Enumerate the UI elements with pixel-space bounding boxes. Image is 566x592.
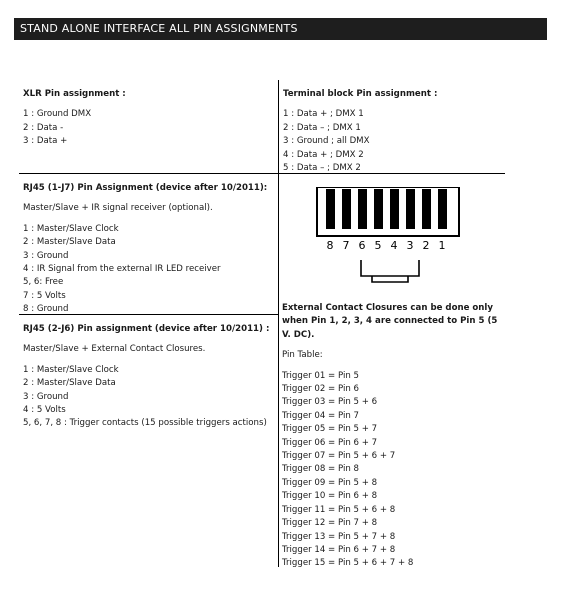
pin-label: 7 [342,239,350,252]
rj45-j6-section [23,323,269,431]
pin-label: 1 [438,239,446,252]
rj45-j7-section [23,182,267,317]
list-item: 1 : Ground DMX [23,109,92,120]
pin-contact [390,189,399,229]
list-item: Trigger 09 = Pin 5 + 8 [282,477,378,488]
list-item: Trigger 04 = Pin 7 [282,410,359,421]
list-item: 2 : Data – ; DMX 1 [283,122,361,133]
rj45-j6-subtitle: Master/Slave + External Contact Closures. [23,344,206,355]
list-item: Trigger 08 = Pin 8 [282,464,359,475]
list-item: 2 : Master/Slave Data [23,237,116,248]
terminal-section [283,88,437,175]
list-item: 3 : Ground ; all DMX [283,136,370,147]
list-item: 1 : Master/Slave Clock [23,364,119,375]
list-item: Trigger 14 = Pin 6 + 7 + 8 [282,544,396,555]
terminal-title: Terminal block Pin assignment : [283,89,438,99]
xlr-title: XLR Pin assignment : [23,89,126,99]
list-item: 4 : Data + ; DMX 2 [283,149,364,160]
column-divider [278,80,279,567]
list-item: 2 : Data - [23,122,64,133]
list-item: 5 : Data – ; DMX 2 [283,163,361,174]
pin-table-label: Pin Table: [282,350,323,361]
connector-latch [372,276,408,282]
contacts-section [282,302,504,571]
pin-contact [358,189,367,229]
contacts-note: External Contact Closures can be done only when Pin 1, 2, 3, 4 are connected to Pin 5 (5 V. DC). [282,303,498,340]
list-item: Trigger 13 = Pin 5 + 7 + 8 [282,531,396,542]
list-item: 5, 6, 7, 8 : Trigger contacts (15 possible triggers actions) [23,418,267,429]
list-item: Trigger 01 = Pin 5 [282,370,359,381]
list-item: Trigger 10 = Pin 6 + 8 [282,491,378,502]
list-item: Trigger 05 = Pin 5 + 7 [282,424,378,435]
list-item: 4 : 5 Volts [23,405,66,416]
list-item: 3 : Ground [23,391,69,402]
page-header [14,18,547,40]
pin-contact [342,189,351,229]
pin-label: 4 [390,239,398,252]
pin-contact [422,189,431,229]
rj45-j6-title: RJ45 (2-J6) Pin assignment (device after 10/2011) : [23,324,270,334]
list-item: 1 : Data + ; DMX 1 [283,109,364,120]
connector-body [317,187,459,236]
rj45-j7-subtitle: Master/Slave + IR signal receiver (optional). [23,203,213,214]
pin-label: 2 [422,239,430,252]
list-item: 1 : Master/Slave Clock [23,223,119,234]
trigger-list [282,370,504,571]
connector-pins [326,189,447,229]
header-title: STAND ALONE INTERFACE ALL PIN ASSIGNMENTS [20,22,298,35]
list-item: 3 : Ground [23,250,69,261]
list-item: 8 : Ground [23,304,69,315]
list-item: Trigger 15 = Pin 5 + 6 + 7 + 8 [282,558,414,569]
connector-tab [361,260,419,276]
list-item: 4 : IR Signal from the external IR LED receiver [23,264,221,275]
pin-label: 8 [326,239,334,252]
list-item: Trigger 03 = Pin 5 + 6 [282,397,378,408]
list-item: 2 : Master/Slave Data [23,378,116,389]
list-item: Trigger 12 = Pin 7 + 8 [282,518,378,529]
rj45-j7-title: RJ45 (1-J7) Pin Assignment (device after 10/2011): [23,183,268,193]
xlr-section [23,88,126,149]
rj45-connector-diagram [315,187,465,287]
list-item: Trigger 06 = Pin 6 + 7 [282,437,378,448]
pin-contact [374,189,383,229]
list-item: 5, 6: Free [23,277,64,288]
list-item: Trigger 11 = Pin 5 + 6 + 8 [282,504,396,515]
list-item: 7 : 5 Volts [23,290,66,301]
pin-label: 5 [374,239,382,252]
pin-label: 3 [406,239,414,252]
pin-contact [406,189,415,229]
pin-contact [326,189,335,229]
pin-contact [438,189,447,229]
list-item: Trigger 02 = Pin 6 [282,384,359,395]
pin-label: 6 [358,239,366,252]
list-item: Trigger 07 = Pin 5 + 6 + 7 [282,451,396,462]
list-item: 3 : Data + [23,136,68,147]
